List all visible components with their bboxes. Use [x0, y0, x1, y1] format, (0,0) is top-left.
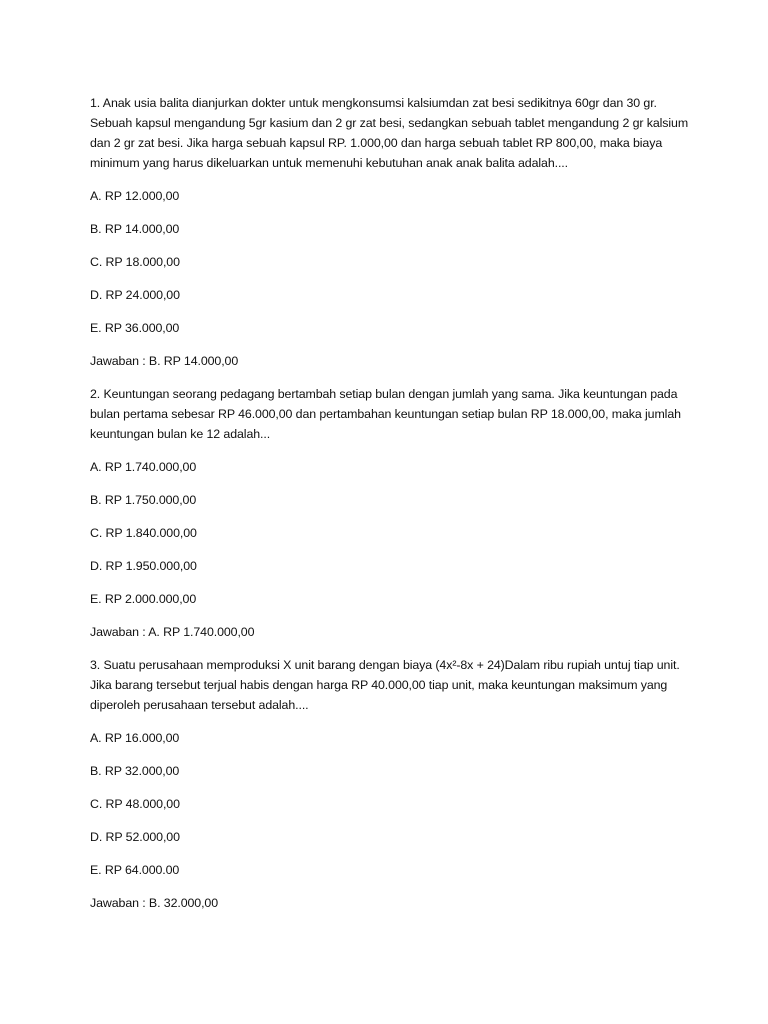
option-d: D. RP 52.000,00 [90, 830, 180, 844]
option-c: C. RP 18.000,00 [90, 255, 180, 269]
question-block-3 [90, 655, 690, 913]
option-e: E. RP 36.000,00 [90, 321, 180, 335]
question-text: 2. Keuntungan seorang pedagang bertambah setiap bulan dengan jumlah yang sama. Jika keuntungan pada bulan pertama sebesar RP 46.000,00 dan pertambahan keuntungan setiap bulan RP 18.000,00, maka jumlah keuntungan bulan ke 12 adalah... [90, 387, 681, 441]
option-d: D. RP 1.950.000,00 [90, 559, 197, 573]
option-b: B. RP 32.000,00 [90, 764, 180, 778]
option-a: A. RP 16.000,00 [90, 731, 180, 745]
question-block-2 [90, 384, 690, 642]
answer-text: Jawaban : B. RP 14.000,00 [90, 354, 239, 368]
option-a: A. RP 12.000,00 [90, 189, 180, 203]
document-page [90, 93, 690, 926]
option-c: C. RP 48.000,00 [90, 797, 180, 811]
question-block-1 [90, 93, 690, 371]
question-text: 3. Suatu perusahaan memproduksi X unit barang dengan biaya (4x²-8x + 24)Dalam ribu rupiah untuj tiap unit. Jika barang tersebut terjual habis dengan harga RP 40.000,00 tiap unit, maka keuntungan maksimum yang diperoleh perusahaan tersebut adalah.... [90, 658, 680, 712]
option-b: B. RP 1.750.000,00 [90, 493, 197, 507]
answer-text: Jawaban : A. RP 1.740.000,00 [90, 625, 255, 639]
option-e: E. RP 2.000.000,00 [90, 592, 197, 606]
option-a: A. RP 1.740.000,00 [90, 460, 197, 474]
question-text: 1. Anak usia balita dianjurkan dokter untuk mengkonsumsi kalsiumdan zat besi sedikitnya 60gr dan 30 gr. Sebuah kapsul mengandung 5gr kasium dan 2 gr zat besi, sedangkan sebuah tablet mengandung 2 gr kalsium dan 2 gr zat besi. Jika harga sebuah kapsul RP. 1.000,00 dan harga sebuah tablet RP 800,00, maka biaya minimum yang harus dikeluarkan untuk memenuhi kebutuhan anak anak balita adalah.... [90, 96, 689, 170]
option-b: B. RP 14.000,00 [90, 222, 180, 236]
answer-text: Jawaban : B. 32.000,00 [90, 896, 218, 910]
option-d: D. RP 24.000,00 [90, 288, 180, 302]
option-c: C. RP 1.840.000,00 [90, 526, 197, 540]
option-e: E. RP 64.000.00 [90, 863, 180, 877]
